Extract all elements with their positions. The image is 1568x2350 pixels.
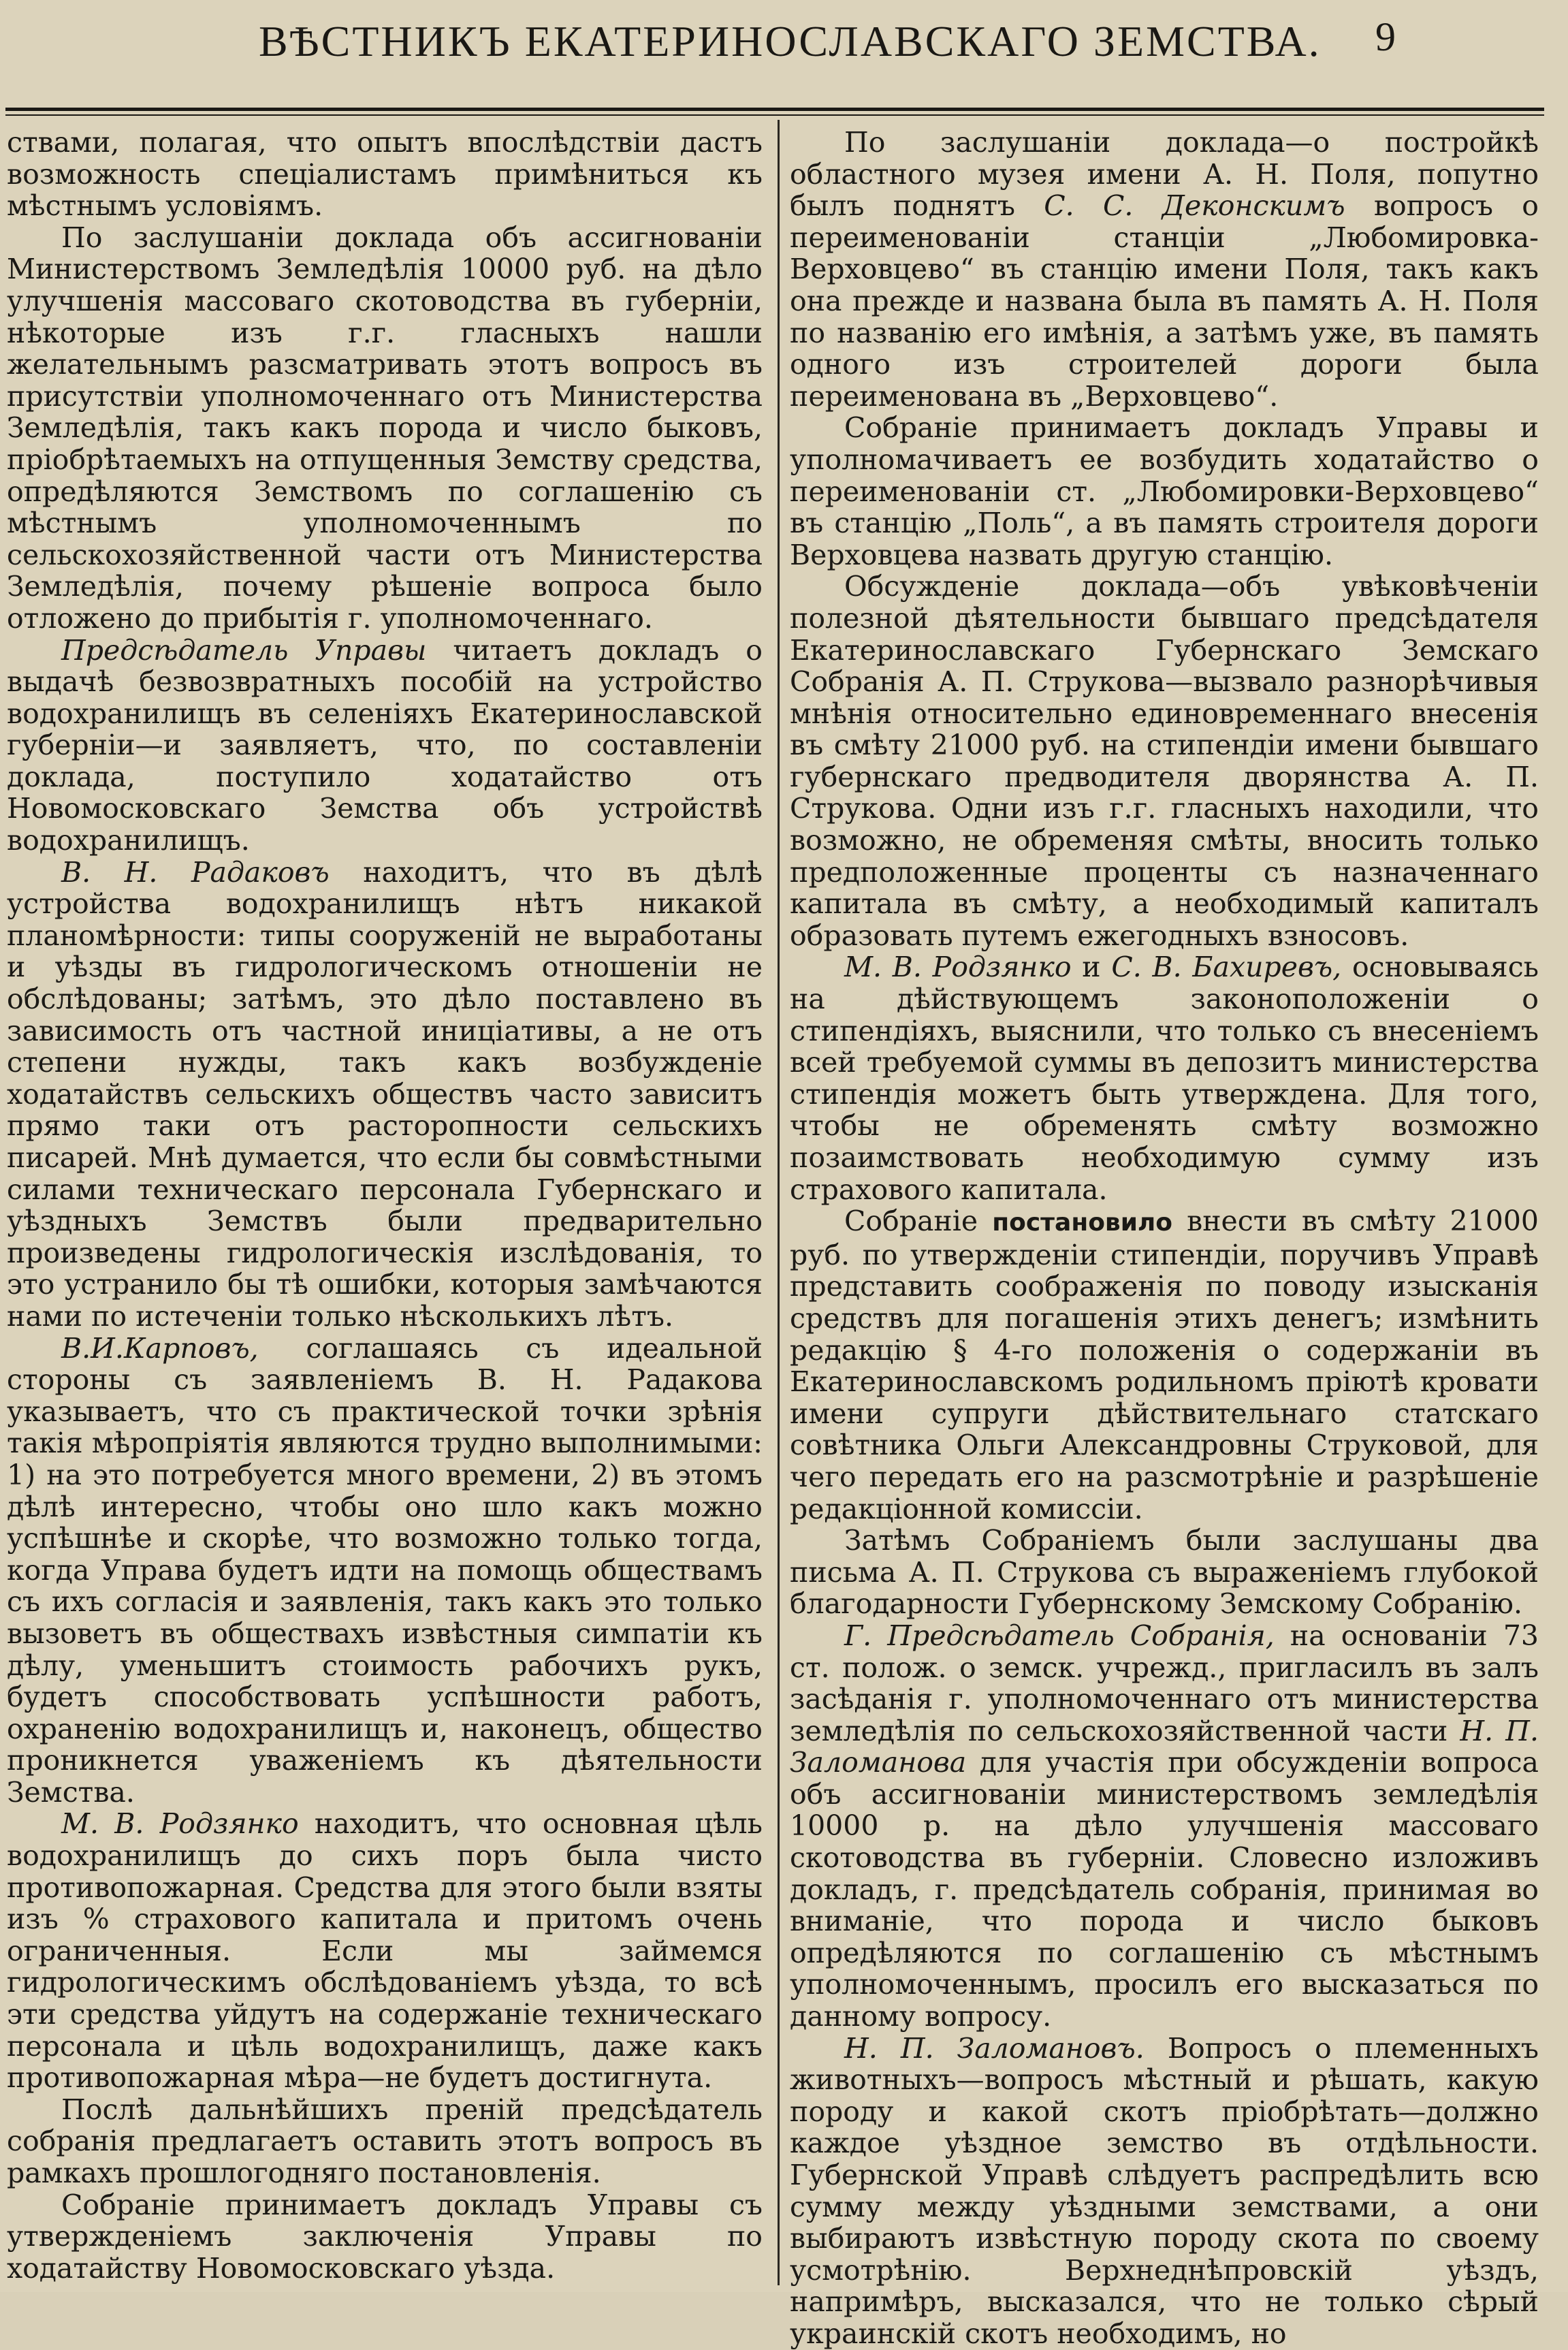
speaker-name: Н. П. Заломановъ. [844, 2031, 1145, 2065]
paragraph [790, 951, 1539, 1205]
page-number: 9 [1375, 14, 1396, 59]
paragraph [7, 1808, 763, 2093]
header-rule-thin [5, 114, 1544, 116]
speaker-name: М. В. Родзянко [844, 951, 1072, 984]
paragraph-text: вопросъ о переименованіи станціи „Любомировка-Верховцево“ въ станцію имени Поля, такъ какъ она прежде и названа была въ память А. Н. Поля по названію его имѣнія, а затѣмъ уже, въ память одного изъ строителей дороги была переименована въ „Верховцево“. [790, 189, 1539, 413]
paragraph: Обсужденіе доклада—объ увѣковѣченіи полезной дѣятельности бывшаго предсѣдателя Екатеринославскаго Губернскаго Земскаго Собранія А. П. Струкова—вызвало разнорѣчивыя мнѣнія относительно единовременнаго внесенія въ смѣту 21000 руб. на стипендіи имени бывшаго губернскаго предводителя дворянства А. П. Струкова. Одни изъ г.г. гласныхъ находили, что возможно, не обременяя смѣты, вносить только предположенные проценты съ назначеннаго капитала въ смѣту, а необходимый капиталъ образовать путемъ ежегодныхъ взносовъ. [790, 570, 1539, 952]
paragraph [7, 1333, 763, 1809]
page-header [0, 0, 1568, 102]
paragraph [790, 127, 1539, 412]
speaker-name: С. С. Деконскимъ [1044, 189, 1345, 223]
running-title: ВѢСТНИКЪ ЕКАТЕРИНОСЛАВСКАГО ЗЕМСТВА. [259, 17, 1322, 65]
paragraph-text: читаетъ докладъ о выдачѣ безвозвратныхъ пособій на устройство водохранилищъ въ селеніяхъ Екатеринославской губерніи—и заявляетъ, что, по составленіи доклада, поступило ходатайство отъ Новомосковскаго Земства объ устройствѣ водохранилищъ. [7, 633, 763, 857]
speaker-name: В.И.Карповъ, [61, 1331, 259, 1365]
paragraph-text: соглашаясь съ идеальной стороны съ заявленіемъ В. Н. Радакова указываетъ, что съ практической точки зрѣнія такія мѣропріятія являются трудно выполнимыми: 1) на это потребуется много времени, 2) въ этомъ дѣлѣ интересно, чтобы оно шло какъ можно успѣшнѣе и скорѣе, что возможно только тогда, когда Управа будетъ идти на помощь обществамъ съ ихъ согласія и заявленія, такъ какъ это только вызоветъ въ обществахъ извѣстныя симпатіи къ дѣлу, уменьшитъ стоимость рабочихъ рукъ, будетъ способствовать успѣшности работъ, охраненію водохранилищъ и, наконецъ, общество проникнется уваженіемъ къ дѣятельности Земства. [7, 1331, 763, 1809]
paragraph-text: находитъ, что основная цѣль водохранилищъ до сихъ поръ была чисто противопожарная. Средства для этого были взяты изъ % страхового капитала и притомъ очень ограниченныя. Если мы займемся гидрологическимъ обслѣдованіемъ уѣзда, то всѣ эти средства уйдутъ на содержаніе техническаго персонала и цѣль водохранилищъ, даже какъ противопожарная мѣра—не будетъ достигнута. [7, 1807, 763, 2095]
column-divider [778, 120, 780, 2285]
speaker-name: М. В. Родзянко [61, 1807, 299, 1841]
speaker-name: Н. П. Заломанова [790, 1714, 1539, 1779]
paragraph [790, 1205, 1539, 1525]
paragraph [7, 857, 763, 1333]
left-column [7, 127, 763, 2284]
paragraph [790, 1620, 1539, 2033]
paragraph-text: находитъ, что въ дѣлѣ устройства водохранилищъ нѣтъ никакой планомѣрности: типы сооруженій не выработаны и уѣзды въ гидрологическомъ отношеніи не обслѣдованы; затѣмъ, это дѣло поставлено въ зависимость отъ частной иниціативы, а не отъ степени нужды, такъ какъ возбужденіе ходатайствъ сельскихъ обществъ часто зависитъ прямо таки отъ расторопности сельскихъ писарей. Мнѣ думается, что если бы совмѣстными силами техническаго персонала Губернскаго и уѣздныхъ Земствъ были предварительно произведены гидрологическія изслѣдованія, то это устранило бы тѣ ошибки, которыя замѣчаются нами по истеченіи только нѣсколькихъ лѣтъ. [7, 855, 763, 1333]
paragraph-text: основываясь на дѣйствующемъ законоположеніи о стипендіяхъ, выяснили, что только съ внесеніемъ всей требуемой суммы въ депозитъ министерства стипендія можетъ быть утверждена. Для того, чтобы не обременять смѣту возможно позаимствовать необходимую сумму изъ страхового капитала. [790, 951, 1539, 1206]
speaker-name: С. В. Бахиревъ, [1111, 951, 1342, 984]
paragraph-text: и [1071, 951, 1112, 984]
paragraph-text: на основаніи 73 ст. полож. о земск. учрежд., пригласилъ въ залъ засѣданія г. уполномоченнаго отъ министерства земледѣлія по сельскохозяйственной части [790, 1619, 1539, 1747]
paragraph: Собраніе принимаетъ докладъ Управы съ утвержденіемъ заключенія Управы по ходатайству Новомосковскаго уѣзда. [7, 2188, 763, 2285]
right-column [790, 127, 1539, 2350]
resolution-word: постановило [992, 1209, 1173, 1237]
paragraph [790, 2033, 1539, 2350]
paragraph: Затѣмъ Собраніемъ были заслушаны два письма А. П. Струкова съ выраженіемъ глубокой благодарности Губернскому Земскому Собранію. [790, 1524, 1539, 1621]
paragraph: По заслушаніи доклада объ ассигнованіи Министерствомъ Земледѣлія 10000 руб. на дѣло улучшенія массоваго скотоводства въ губерніи, нѣкоторые изъ г.г. гласныхъ нашли желательнымъ разсматривать этотъ вопросъ въ присутствіи уполномоченнаго отъ Министерства Земледѣлія, такъ какъ порода и число быковъ, пріобрѣтаемыхъ на отпущенныя Земству средства, опредѣляются Земствомъ по соглашенію съ мѣстнымъ уполномоченнымъ по сельскохозяйственной части отъ Министерства Земледѣлія, почему рѣшеніе вопроса было отложено до прибытія г. уполномоченнаго. [7, 221, 763, 635]
paragraph: ствами, полагая, что опытъ впослѣдствіи дастъ возможность спеціалистамъ примѣниться къ мѣстнымъ условіямъ. [7, 126, 763, 223]
header-rule-thick [5, 108, 1544, 111]
paragraph-text: По заслушаніи доклада—о постройкѣ областного музея имени А. Н. Поля, попутно былъ поднятъ [790, 126, 1539, 223]
speaker-name: Г. Предсѣдатель Собранія, [844, 1619, 1275, 1652]
paragraph-text: Вопросъ о племенныхъ животныхъ—вопросъ мѣстный и рѣшать, какую породу и какой скотъ пріобрѣтать—должно каждое уѣздное земство въ отдѣльности. Губернской Управѣ слѣдуетъ распредѣлить всю сумму между уѣздными земствами, а они выбираютъ извѣстную породу скота по своему усмотрѣнію. Верхнеднѣпровскій уѣздъ, напримѣръ, высказался, что не только сѣрый украинскій скотъ необходимъ, но [790, 2031, 1539, 2350]
speaker-name: В. Н. Радаковъ [61, 855, 330, 889]
paragraph [7, 635, 763, 857]
paragraph-text: внести въ смѣту 21000 руб. по утвержденіи стипендіи, поручивъ Управѣ представить соображенія по поводу изысканія средствъ для погашенія этихъ денегъ; измѣнить редакцію § 4-го положенія о содержаніи въ Екатеринославскомъ родильномъ пріютѣ кровати имени супруги дѣйствительнаго статскаго совѣтника Ольги Александровны Струковой, для чего передать его на разсмотрѣніе и разрѣшеніе редакціонной комиссіи. [790, 1205, 1539, 1525]
paragraph-text: для участія при обсужденіи вопроса объ ассигнованіи министерствомъ земледѣлія 10000 р. на дѣло улучшенія массоваго скотоводства въ губерніи. Словесно изложивъ докладъ, г. предсѣдатель собранія, принимая во вниманіе, что порода и число быковъ опредѣляются по соглашенію съ мѣстнымъ уполномоченнымъ, просилъ его высказаться по данному вопросу. [790, 1746, 1539, 2033]
paragraph: Собраніе принимаетъ докладъ Управы и уполномачиваетъ ее возбудить ходатайство о переименованіи ст. „Любомировки-Верховцево“ въ станцію „Поль“, а въ память строителя дороги Верховцева назвать другую станцію. [790, 411, 1539, 571]
paragraph-text: Собраніе [844, 1205, 993, 1238]
speaker-name: Предсѣдатель Управы [61, 633, 427, 667]
paragraph: Послѣ дальнѣйшихъ преній предсѣдатель собранія предлагаетъ оставить этотъ вопросъ въ рамкахъ прошлогодняго постановленія. [7, 2093, 763, 2189]
